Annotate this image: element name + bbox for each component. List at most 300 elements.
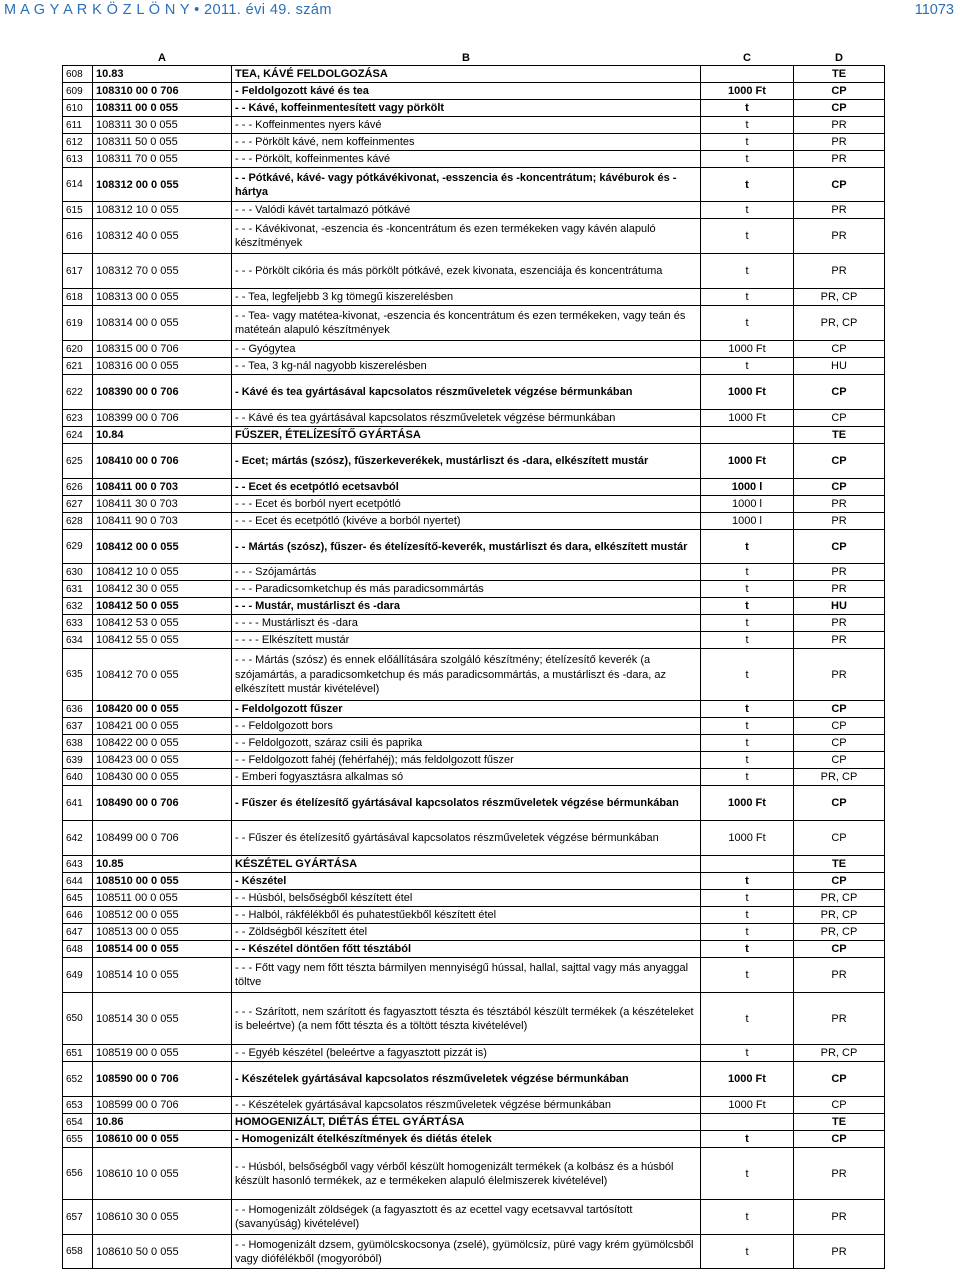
item-description: - - Feldolgozott bors [232,718,701,735]
table-row [63,598,885,615]
table-row [63,151,885,168]
row-number: 626 [63,479,93,496]
row-number: 642 [63,821,93,856]
table-row [63,1235,885,1269]
item-description: - - Halból, rákfélékből és puhatestűekből készített étel [232,907,701,924]
unit-cell: t [701,202,794,219]
table-row [63,117,885,134]
row-number: 649 [63,958,93,993]
row-number: 610 [63,100,93,117]
row-number: 650 [63,993,93,1045]
item-description: - - Egyéb készétel (beleértve a fagyasztott pizzát is) [232,1045,701,1062]
row-number: 633 [63,615,93,632]
unit-cell: 1000 Ft [701,83,794,100]
row-number: 609 [63,83,93,100]
row-number: 623 [63,410,93,427]
data-type-cell: CP [794,1062,885,1097]
item-code: 108499 00 0 706 [93,821,232,856]
item-code: 108312 00 0 055 [93,168,232,202]
data-type-cell: TE [794,66,885,83]
data-type-cell: CP [794,530,885,564]
item-description: - - Homogenizált zöldségek (a fagyasztott és az ecettel vagy ecetsavval tartósított (savanyúság) kivételével) [232,1200,701,1235]
table-row [63,752,885,769]
data-type-cell: PR [794,615,885,632]
column-header-a: A [93,51,232,66]
page-number: 11073 [914,2,954,18]
table-row [63,410,885,427]
item-description: - - - Szárított, nem szárított és fagyasztott tészta és tésztából készült termékek (a készételeket is beleértve) (a nem főtt tészta és a töltött tészta kivételével) [232,993,701,1045]
unit-cell: t [701,718,794,735]
data-type-cell: CP [794,873,885,890]
row-number: 612 [63,134,93,151]
item-code: 108610 00 0 055 [93,1131,232,1148]
item-description: - Készétel [232,873,701,890]
data-type-cell: CP [794,718,885,735]
data-type-cell: CP [794,941,885,958]
item-description: - - Zöldségből készített étel [232,924,701,941]
item-code: 10.84 [93,427,232,444]
unit-cell: t [701,219,794,254]
item-code: 108422 00 0 055 [93,735,232,752]
unit-cell: 1000 Ft [701,1062,794,1097]
unit-cell: t [701,941,794,958]
row-number: 653 [63,1097,93,1114]
row-number: 620 [63,341,93,358]
row-number: 654 [63,1114,93,1131]
data-type-cell: PR [794,649,885,701]
data-type-cell: PR, CP [794,769,885,786]
unit-cell [701,1114,794,1131]
data-type-cell: CP [794,701,885,718]
item-description: - - Feldolgozott fahéj (fehérfahéj); más feldolgozott fűszer [232,752,701,769]
data-type-cell: PR [794,632,885,649]
item-code: 108399 00 0 706 [93,410,232,427]
item-description: - - Húsból, belsőségből készített étel [232,890,701,907]
item-description: - - Készétel döntően főtt tésztából [232,941,701,958]
table-row [63,1131,885,1148]
table-row [63,1097,885,1114]
unit-cell: t [701,1045,794,1062]
data-type-cell: CP [794,1131,885,1148]
data-type-cell: CP [794,735,885,752]
item-code: 108421 00 0 055 [93,718,232,735]
unit-cell: 1000 Ft [701,821,794,856]
unit-cell: t [701,289,794,306]
unit-cell: t [701,649,794,701]
item-code: 108510 00 0 055 [93,873,232,890]
item-description: - - - Pörkölt, koffeinmentes kávé [232,151,701,168]
item-description: - - - Mustár, mustárliszt és -dara [232,598,701,615]
data-type-cell: PR [794,1200,885,1235]
unit-cell: 1000 Ft [701,1097,794,1114]
unit-cell: t [701,151,794,168]
item-code: 108514 30 0 055 [93,993,232,1045]
row-number: 631 [63,581,93,598]
row-number: 635 [63,649,93,701]
row-number: 629 [63,530,93,564]
data-type-cell: PR, CP [794,907,885,924]
item-description: - - Tea, legfeljebb 3 kg tömegű kiszerelésben [232,289,701,306]
unit-cell: t [701,254,794,289]
table-row [63,786,885,821]
item-description: - - Kávé és tea gyártásával kapcsolatos részműveletek végzése bérmunkában [232,410,701,427]
item-description: - - - Paradicsomketchup és más paradicsommártás [232,581,701,598]
data-type-cell: CP [794,444,885,479]
item-description: - Feldolgozott kávé és tea [232,83,701,100]
data-type-cell: CP [794,786,885,821]
row-number: 652 [63,1062,93,1097]
table-row [63,632,885,649]
table-row [63,479,885,496]
data-type-cell: PR [794,254,885,289]
item-description: - Készételek gyártásával kapcsolatos részműveletek végzése bérmunkában [232,1062,701,1097]
item-code: 108514 10 0 055 [93,958,232,993]
row-number: 638 [63,735,93,752]
item-description: - - - Ecet és borból nyert ecetpótló [232,496,701,513]
row-number: 643 [63,856,93,873]
table-row [63,941,885,958]
unit-cell: t [701,168,794,202]
data-type-cell: TE [794,856,885,873]
unit-cell: 1000 l [701,479,794,496]
table-row [63,735,885,752]
item-description: - - Ecet és ecetpótló ecetsavból [232,479,701,496]
row-number: 619 [63,306,93,341]
item-description: - - Homogenizált dzsem, gyümölcskocsonya (zselé), gyümölcsíz, püré vagy krém gyümölcsből vagy diófélékből (mogyoróból) [232,1235,701,1269]
item-description: - Ecet; mártás (szósz), fűszerkeverékek, mustárliszt és -dara, elkészített mustár [232,444,701,479]
data-type-cell: CP [794,410,885,427]
table-row [63,1148,885,1200]
data-type-cell: CP [794,341,885,358]
item-code: 108423 00 0 055 [93,752,232,769]
item-code: 108590 00 0 706 [93,1062,232,1097]
page-header [0,0,960,22]
data-type-cell: PR, CP [794,306,885,341]
data-type-cell: PR [794,581,885,598]
data-type-cell: PR [794,958,885,993]
data-type-cell: PR [794,202,885,219]
item-description: - - - Valódi kávét tartalmazó pótkávé [232,202,701,219]
table-row [63,530,885,564]
item-description: KÉSZÉTEL GYÁRTÁSA [232,856,701,873]
row-number: 634 [63,632,93,649]
data-type-cell: CP [794,479,885,496]
unit-cell: t [701,735,794,752]
item-code: 108610 50 0 055 [93,1235,232,1269]
row-number: 617 [63,254,93,289]
row-number: 624 [63,427,93,444]
row-number: 651 [63,1045,93,1062]
item-code: 108412 70 0 055 [93,649,232,701]
row-number: 637 [63,718,93,735]
item-description: - - Készételek gyártásával kapcsolatos részműveletek végzése bérmunkában [232,1097,701,1114]
table-row [63,701,885,718]
item-description: - - Tea- vagy matétea-kivonat, -eszencia és koncentrátum és ezen termékeken, vagy teán és matéteán alapuló készítmények [232,306,701,341]
data-type-cell: PR [794,117,885,134]
table-row [63,958,885,993]
data-type-cell: PR [794,134,885,151]
unit-cell: t [701,1200,794,1235]
item-code: 108312 10 0 055 [93,202,232,219]
row-number: 622 [63,375,93,410]
item-code: 108315 00 0 706 [93,341,232,358]
data-type-cell: PR [794,496,885,513]
product-table [62,51,885,1269]
item-description: FŰSZER, ÉTELÍZESÍTŐ GYÁRTÁSA [232,427,701,444]
row-number: 608 [63,66,93,83]
unit-cell: t [701,958,794,993]
item-code: 108412 10 0 055 [93,564,232,581]
table-row [63,769,885,786]
table-row [63,375,885,410]
table-row [63,100,885,117]
item-code: 108514 00 0 055 [93,941,232,958]
item-description: - - Pótkávé, kávé- vagy pótkávékivonat, -esszencia és -koncentrátum; kávéburok és -hártya [232,168,701,202]
row-number: 630 [63,564,93,581]
unit-cell: t [701,873,794,890]
table-row [63,496,885,513]
table-row [63,1045,885,1062]
unit-cell [701,66,794,83]
item-description: - - Tea, 3 kg-nál nagyobb kiszerelésben [232,358,701,375]
row-number: 646 [63,907,93,924]
row-number: 639 [63,752,93,769]
item-description: - - Mártás (szósz), fűszer- és ételízesítő-keverék, mustárliszt és dara, elkészített mustár [232,530,701,564]
unit-cell: 1000 Ft [701,444,794,479]
unit-cell: t [701,100,794,117]
item-code: 10.85 [93,856,232,873]
data-type-cell: CP [794,1097,885,1114]
data-type-cell: PR [794,993,885,1045]
row-number: 655 [63,1131,93,1148]
item-description: - - Fűszer és ételízesítő gyártásával kapcsolatos részműveletek végzése bérmunkában [232,821,701,856]
item-code: 108610 30 0 055 [93,1200,232,1235]
item-description: - Feldolgozott fűszer [232,701,701,718]
item-description: TEA, KÁVÉ FELDOLGOZÁSA [232,66,701,83]
item-description: - - Húsból, belsőségből vagy vérből készült homogenizált termékek (a kolbász és a húsból készült hasonló termékek, az e termékeken alapuló élelmiszerek kivételével) [232,1148,701,1200]
item-code: 10.86 [93,1114,232,1131]
data-type-cell: PR [794,564,885,581]
item-code: 10.83 [93,66,232,83]
unit-cell: t [701,306,794,341]
unit-cell: 1000 Ft [701,786,794,821]
item-code: 108412 30 0 055 [93,581,232,598]
table-row [63,66,885,83]
item-description: - - - - Mustárliszt és -dara [232,615,701,632]
table-row [63,718,885,735]
data-type-cell: PR [794,1148,885,1200]
table-row [63,856,885,873]
table-row [63,306,885,341]
item-code: 108412 53 0 055 [93,615,232,632]
table-row [63,1062,885,1097]
unit-cell: t [701,752,794,769]
item-code: 108411 30 0 703 [93,496,232,513]
column-header-blank [63,51,93,66]
row-number: 648 [63,941,93,958]
row-number: 618 [63,289,93,306]
item-code: 108312 70 0 055 [93,254,232,289]
row-number: 621 [63,358,93,375]
row-number: 615 [63,202,93,219]
row-number: 614 [63,168,93,202]
row-number: 613 [63,151,93,168]
item-description: - Fűszer és ételízesítő gyártásával kapcsolatos részműveletek végzése bérmunkában [232,786,701,821]
unit-cell: t [701,1235,794,1269]
data-type-cell: HU [794,358,885,375]
row-number: 656 [63,1148,93,1200]
unit-cell: t [701,358,794,375]
table-row [63,615,885,632]
item-code: 108311 30 0 055 [93,117,232,134]
unit-cell: 1000 l [701,513,794,530]
item-code: 108314 00 0 055 [93,306,232,341]
unit-cell: t [701,134,794,151]
item-description: - - - Mártás (szósz) és ennek előállítására szolgáló készítmény; ételízesítő keverék (a szójamártás, a paradicsomketchup és más paradicsommártás, a mustárliszt és -dara, az elkészített mustár kivételével) [232,649,701,701]
item-description: - - - - Elkészített mustár [232,632,701,649]
table-row [63,564,885,581]
table-row [63,444,885,479]
unit-cell: t [701,530,794,564]
data-type-cell: PR, CP [794,924,885,941]
unit-cell: t [701,907,794,924]
table-row [63,924,885,941]
table-body [63,66,885,1269]
table-row [63,289,885,306]
unit-cell: 1000 l [701,496,794,513]
table-row [63,219,885,254]
data-type-cell: PR [794,1235,885,1269]
item-code: 108390 00 0 706 [93,375,232,410]
data-type-cell: CP [794,752,885,769]
unit-cell: t [701,632,794,649]
item-description: - - Gyógytea [232,341,701,358]
item-code: 108410 00 0 706 [93,444,232,479]
unit-cell [701,856,794,873]
table-row [63,83,885,100]
table-row [63,202,885,219]
table-row [63,341,885,358]
item-code: 108316 00 0 055 [93,358,232,375]
item-description: - - Feldolgozott, száraz csili és paprika [232,735,701,752]
unit-cell: t [701,890,794,907]
item-code: 108511 00 0 055 [93,890,232,907]
item-code: 108313 00 0 055 [93,289,232,306]
unit-cell: t [701,701,794,718]
row-number: 644 [63,873,93,890]
table-row [63,649,885,701]
item-code: 108512 00 0 055 [93,907,232,924]
table-row [63,513,885,530]
item-code: 108412 55 0 055 [93,632,232,649]
item-description: - - - Pörkölt cikória és más pörkölt pótkávé, ezek kivonata, eszenciája és koncentrátuma [232,254,701,289]
column-header-b: B [232,51,701,66]
data-type-cell: CP [794,168,885,202]
unit-cell: 1000 Ft [701,410,794,427]
unit-cell: 1000 Ft [701,375,794,410]
unit-cell: t [701,117,794,134]
row-number: 641 [63,786,93,821]
table-row [63,890,885,907]
row-number: 616 [63,219,93,254]
unit-cell: t [701,993,794,1045]
row-number: 658 [63,1235,93,1269]
data-type-cell: PR, CP [794,1045,885,1062]
item-code: 108430 00 0 055 [93,769,232,786]
column-header-c: C [701,51,794,66]
table-row [63,873,885,890]
data-type-cell: PR, CP [794,890,885,907]
item-code: 108411 90 0 703 [93,513,232,530]
table-row [63,907,885,924]
item-code: 108312 40 0 055 [93,219,232,254]
row-number: 625 [63,444,93,479]
data-type-cell: PR [794,151,885,168]
item-code: 108311 70 0 055 [93,151,232,168]
unit-cell: 1000 Ft [701,341,794,358]
item-description: - - - Kávékivonat, -eszencia és -koncentrátum és ezen termékeken vagy kávén alapuló készítmények [232,219,701,254]
data-type-cell: PR, CP [794,289,885,306]
unit-cell: t [701,564,794,581]
data-type-cell: TE [794,427,885,444]
table-row [63,254,885,289]
row-number: 632 [63,598,93,615]
item-code: 108412 50 0 055 [93,598,232,615]
table-row [63,1200,885,1235]
item-description: - - - Ecet és ecetpótló (kivéve a borból nyertet) [232,513,701,530]
row-number: 636 [63,701,93,718]
item-code: 108599 00 0 706 [93,1097,232,1114]
item-description: HOMOGENIZÁLT, DIÉTÁS ÉTEL GYÁRTÁSA [232,1114,701,1131]
data-type-cell: CP [794,821,885,856]
data-type-cell: HU [794,598,885,615]
data-type-cell: PR [794,219,885,254]
unit-cell [701,427,794,444]
unit-cell: t [701,769,794,786]
item-description: - Homogenizált ételkészítmények és diétás ételek [232,1131,701,1148]
item-code: 108610 10 0 055 [93,1148,232,1200]
table-row [63,993,885,1045]
table-row [63,427,885,444]
column-header-row [63,51,885,66]
unit-cell: t [701,1148,794,1200]
unit-cell: t [701,1131,794,1148]
data-type-cell: TE [794,1114,885,1131]
row-number: 645 [63,890,93,907]
column-header-d: D [794,51,885,66]
row-number: 611 [63,117,93,134]
journal-title: M A G Y A R K Ö Z L Ö N Y • 2011. évi 49. szám [4,2,332,18]
unit-cell: t [701,598,794,615]
item-code: 108311 50 0 055 [93,134,232,151]
row-number: 647 [63,924,93,941]
unit-cell: t [701,924,794,941]
row-number: 628 [63,513,93,530]
data-type-cell: CP [794,100,885,117]
item-code: 108519 00 0 055 [93,1045,232,1062]
item-code: 108513 00 0 055 [93,924,232,941]
item-code: 108411 00 0 703 [93,479,232,496]
row-number: 640 [63,769,93,786]
table-row [63,1114,885,1131]
item-description: - - - Főtt vagy nem főtt tészta bármilyen mennyiségű hússal, hallal, sajttal vagy más anyaggal töltve [232,958,701,993]
item-code: 108420 00 0 055 [93,701,232,718]
unit-cell: t [701,615,794,632]
item-description: - - - Koffeinmentes nyers kávé [232,117,701,134]
data-type-cell: PR [794,513,885,530]
item-description: - - - Szójamártás [232,564,701,581]
table-row [63,821,885,856]
